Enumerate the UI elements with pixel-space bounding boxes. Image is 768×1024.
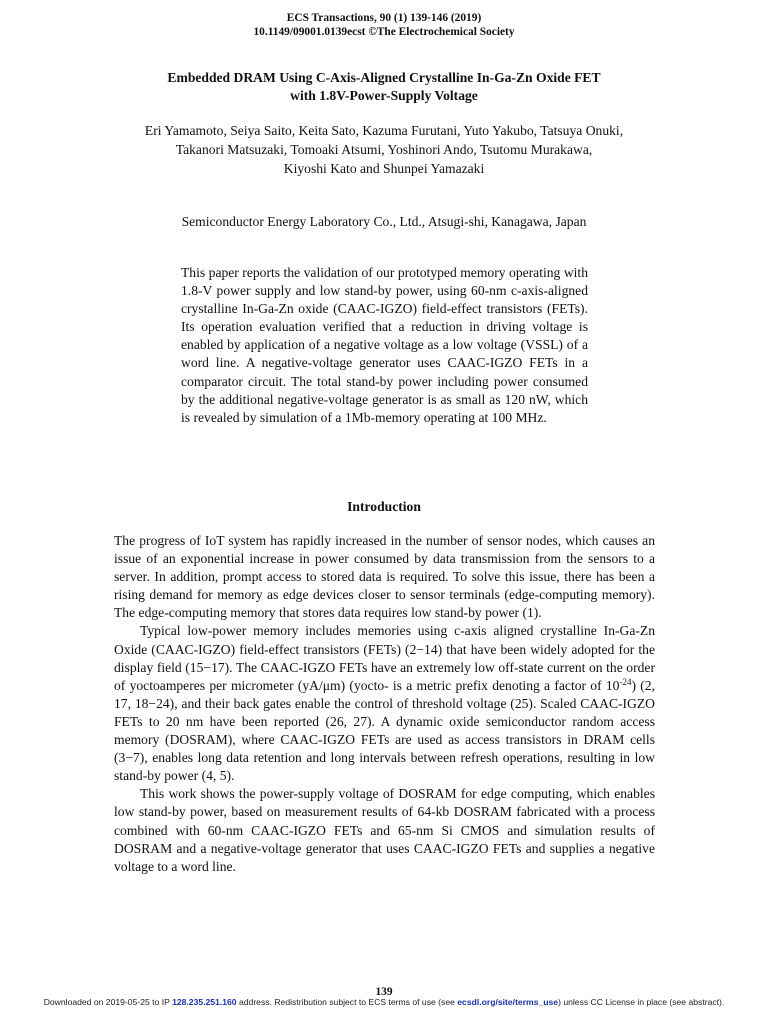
terms-of-use-link[interactable]: ecsdl.org/site/terms_use [457,997,559,1007]
page-number: 139 [375,986,393,998]
paper-title-line-1: Embedded DRAM Using C-Axis-Aligned Crystalline In-Ga-Zn Oxide FET [167,70,601,85]
paragraph-2-text-end: ) (2, 17, 18−24), and their back gates enable the control of threshold voltage (25). Scaled CAAC-IGZO FETs to 20 nm have been reported (26, 27). A dynamic oxide semiconductor random access memory (DOSRAM), where CAAC-IGZO FETs are used as access transistors in DRAM cells (3−7), enables long data retention and long intervals between refresh operations, resulting in low stand-by power (4, 5). [114,677,655,784]
journal-doi: 10.1149/09001.0139ecst ©The Electrochemical Society [253,26,515,38]
download-notice-middle: address. Redistribution subject to ECS terms of use (see [236,997,458,1007]
affiliation: Semiconductor Energy Laboratory Co., Ltd., Atsugi-shi, Kanagawa, Japan [181,214,587,229]
author-line-2: Takanori Matsuzaki, Tomoaki Atsumi, Yoshinori Ando, Tsutomu Murakawa, [175,142,593,157]
introduction-paragraph-1: The progress of IoT system has rapidly increased in the number of sensor nodes, which causes an issue of an exponential increase in power consumed by data transmission from the sensors to a server. In addition, prompt access to stored data is required. To solve this issue, there has been a rising demand for memory as edge devices closer to sensor terminals (edge-computing memory). The edge-computing memory that stores data requires low stand-by power (1). [114,533,655,621]
download-notice [0,997,768,1007]
section-heading-introduction: Introduction [347,499,421,514]
author-line-1: Eri Yamamoto, Seiya Saito, Keita Sato, Kazuma Furutani, Yuto Yakubo, Tatsuya Onuki, [144,123,624,138]
ip-address-link[interactable]: 128.235.251.160 [172,997,237,1007]
abstract: This paper reports the validation of our prototyped memory operating with 1.8-V power supply and low stand-by power, using 60-nm c-axis-aligned crystalline In-Ga-Zn oxide (CAAC-IGZO) field-effect transistors (FETs). Its operation evaluation verified that a reduction in driving voltage is enabled by application of a negative voltage as a low voltage (VSSL) of a word line. A negative-voltage generator uses CAAC-IGZO FETs in a comparator circuit. The total stand-by power including power consumed by the additional negative-voltage generator is as small as 120 nW, which is revealed by simulation of a 1Mb-memory operating at 100 MHz. [181,265,588,425]
introduction-body [114,532,655,876]
journal-header [0,11,768,39]
author-list [80,121,688,178]
download-notice-suffix: ) unless CC License in place (see abstract). [558,997,725,1007]
exponent-superscript: -24 [619,676,632,687]
paper-title-line-2: with 1.8V-Power-Supply Voltage [290,88,478,103]
introduction-paragraph-2 [114,622,655,785]
journal-citation: ECS Transactions, 90 (1) 139-146 (2019) [286,12,482,24]
introduction-paragraph-3: This work shows the power-supply voltage of DOSRAM for edge computing, which enables low stand-by power, based on measurement results of 64-kb DOSRAM fabricated with a process combined with 60-nm CAAC-IGZO FETs and 65-nm Si CMOS and simulation results of DOSRAM and a negative-voltage generator that uses CAAC-IGZO FETs and supplies a negative voltage to a word line. [114,786,655,874]
paragraph-2-text-start: Typical low-power memory includes memories using c-axis aligned crystalline In-Ga-Zn Oxide (CAAC-IGZO) field-effect transistors (FETs) (2−14) that have been widely adopted for the display field (15−17). The CAAC-IGZO FETs have an extremely low off-state current on the order of yoctoamperes per micrometer (yA/μm) (yocto- is a metric prefix denoting a factor of 10 [114,623,655,693]
download-notice-prefix: Downloaded on 2019-05-25 to IP [43,997,173,1007]
author-line-3: Kiyoshi Kato and Shunpei Yamazaki [283,161,485,176]
paper-title [60,69,708,105]
